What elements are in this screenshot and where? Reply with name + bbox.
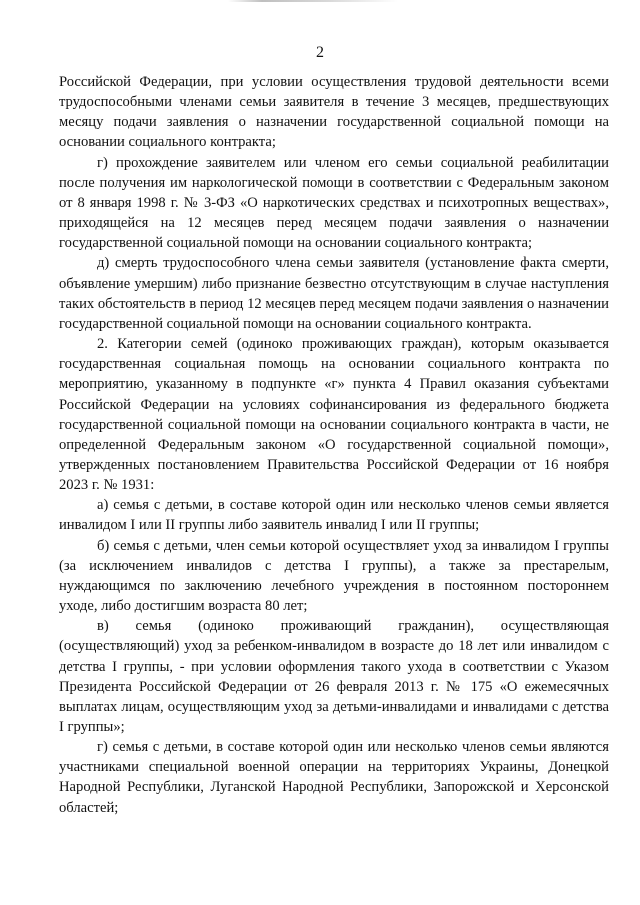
paragraph-item-d-death: д) смерть трудоспособного члена семьи заявителя (установление факта смерти, объявление умершим) либо признание безвестно отсутствующим в случае наступления таких обстоятельств в период 12 месяцев перед месяцем подачи заявления о назначении государственной социальной помощи на основании социального контракта. [59,255,609,332]
paragraph-item-v-child-care: в) семья (одиноко проживающий гражданин), осуществляющая (осуществляющий) уход за ребенком-инвалидом в возрасте до 18 лет или инвалидом с детства I группы, - при условии оформления такого ухода в соответствии с Указом Президента Российской Федерации от 26 февраля 2013 г. № 175 «О ежемесячных выплатах лицам, осуществляющим уход за детьми-инвалидами и инвалидами с детства I группы»; [59,618,609,735]
paragraph-item-a-disabled: а) семья с детьми, в составе которой один или несколько членов семьи является инвалидом I или II группы либо заявитель инвалид I или II группы; [59,497,609,534]
paragraph-item-b-care: б) семья с детьми, член семьи которой осуществляет уход за инвалидом I группы (за исключением инвалидов с детства I группы), а также за престарелым, нуждающимся по заключению лечебного учреждения в постоянном постороннем уходе, либо достигшим возраста 80 лет; [59,537,609,615]
page-number: 2 [316,44,324,61]
paragraph-item-g-rehabilitation: г) прохождение заявителем или членом его семьи социальной реабилитации после получения им наркологической помощи в соответствии с Федеральным законом от 8 января 1998 г. № 3-ФЗ «О наркотических средствах и психотропных веществах», приходящейся на 12 месяцев перед месяцем подачи заявления о назначении государственной социальной помощи на основании социального контракта; [59,154,609,252]
paragraph-item-g-military: г) семья с детьми, в составе которой один или несколько членов семьи являются участниками специальной военной операции на территориях Украины, Донецкой Народной Республики, Луганской Народной Республики, Запорожской и Херсонской областей; [59,739,609,816]
paragraph-continuation: Российской Федерации, при условии осуществления трудовой деятельности всеми трудоспособными членами семьи заявителя в течение 3 месяцев, предшествующих месяцу подачи заявления о назначении государственной социальной помощи на основании социального контракта; [59,74,609,151]
document-body [59,72,609,818]
scan-edge-shadow [228,0,398,2]
paragraph-section-2-categories: 2. Категории семей (одиноко проживающих граждан), которым оказывается государственная социальная помощь на основании социального контракта по мероприятию, указанному в подпункте «г» пункта 4 Правил оказания субъектами Российской Федерации на условиях софинансирования из федерального бюджета государственной социальной помощи на основании социального контракта в части, не определенной Федеральным законом «О государственной социальной помощи», утвержденных постановлением Правительства Российской Федерации от 16 ноября 2023 г. № 1931: [59,336,609,494]
